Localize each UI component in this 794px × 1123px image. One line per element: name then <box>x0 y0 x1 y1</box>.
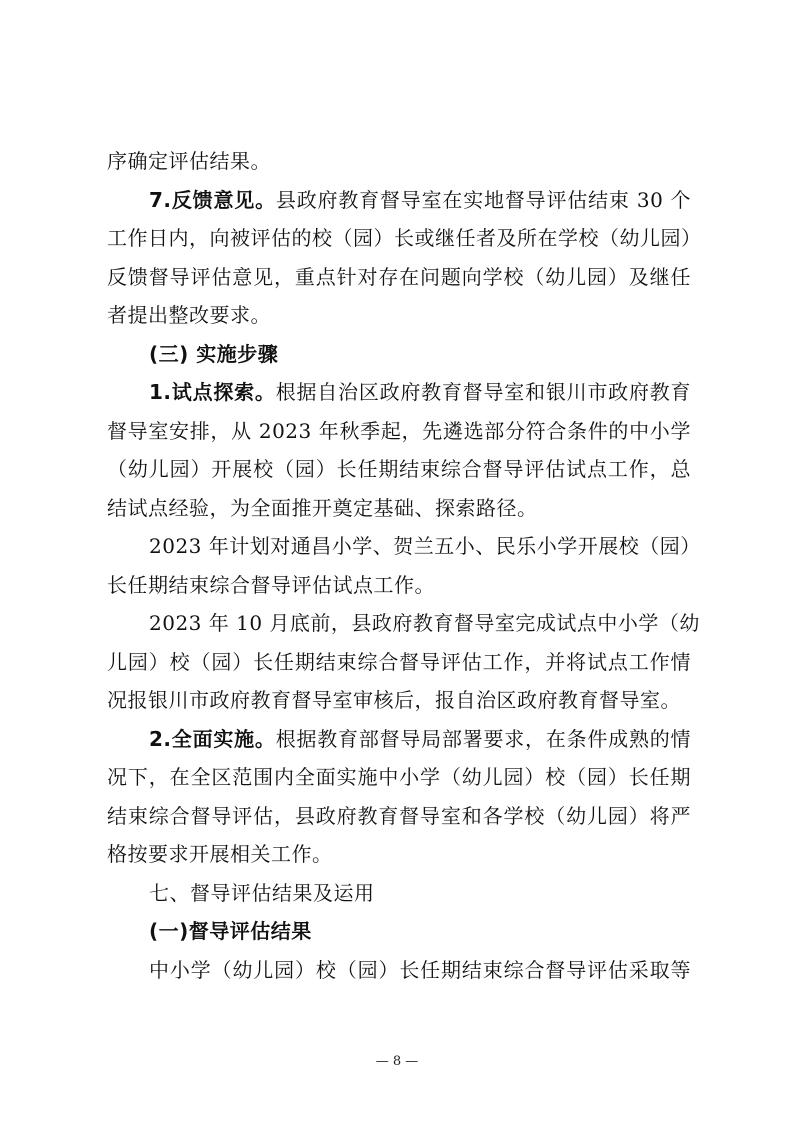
item-heading: 2.全面实施。 <box>149 726 276 751</box>
paragraph-line: 格按要求开展相关工作。 <box>107 842 333 866</box>
paragraph-line: 长任期结束综合督导评估试点工作。 <box>107 572 435 597</box>
paragraph-line: 者提出整改要求。 <box>107 303 271 327</box>
paragraph-line: 工作日内，向被评估的校（园）长或继任者及所在学校（幼儿园） <box>107 226 702 250</box>
item-heading: 7.反馈意见。 <box>149 187 276 212</box>
paragraph-line: 况报银川市政府教育督导室审核后，报自治区政府教育督导室。 <box>107 688 681 712</box>
paragraph-line: 7.反馈意见。县政府教育督导室在实地督导评估结束 30 个 <box>149 187 691 212</box>
paragraph-line: 2023 年 10 月底前，县政府教育督导室完成试点中小学（幼 <box>149 611 700 635</box>
paragraph-line: 中小学（幼儿园）校（园）长任期结束综合督导评估采取等 <box>149 957 691 982</box>
paragraph-line: 序确定评估结果。 <box>107 149 271 173</box>
document-body <box>107 142 702 989</box>
paragraph-line: 况下，在全区范围内全面实施中小学（幼儿园）校（园）长任期 <box>107 765 691 789</box>
paragraph-line: 儿园）校（园）长任期结束综合督导评估工作，并将试点工作情 <box>107 649 691 674</box>
paragraph-line: 结束综合督导评估，县政府教育督导室和各学校（幼儿园）将严 <box>107 803 691 828</box>
paragraph-line: 1.试点探索。根据自治区政府教育督导室和银川市政府教育 <box>149 380 692 404</box>
paragraph-line: 结试点经验，为全面推开奠定基础、探索路径。 <box>107 495 538 520</box>
page-number: — 8 — <box>375 1054 419 1069</box>
paragraph-line: 2.全面实施。根据教育部督导局部署要求，在条件成熟的情 <box>149 726 692 751</box>
section-heading: (三) 实施步骤 <box>149 341 279 366</box>
paragraph-line: 反馈督导评估意见，重点针对存在问题向学校（幼儿园）及继任 <box>107 264 691 289</box>
item-heading: 1.试点探索。 <box>149 380 276 404</box>
section-heading: (一)督导评估结果 <box>149 919 312 943</box>
chapter-heading: 七、督导评估结果及运用 <box>149 880 375 905</box>
paragraph-line: 督导室安排，从 2023 年秋季起，先遴选部分符合条件的中小学 <box>107 418 691 443</box>
paragraph-line: 2023 年计划对通昌小学、贺兰五小、民乐小学开展校（园） <box>149 534 701 558</box>
paragraph-line: （幼儿园）开展校（园）长任期结束综合督导评估试点工作，总 <box>107 457 691 481</box>
